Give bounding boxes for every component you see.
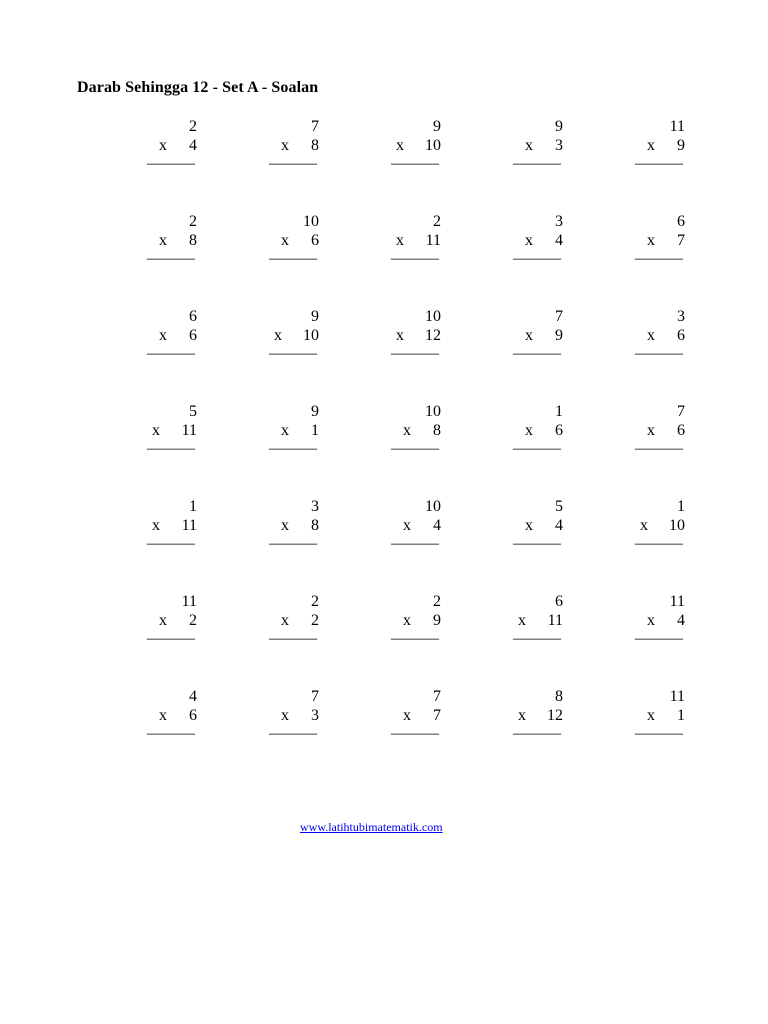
multiplication-problem [509, 593, 565, 649]
times-sign: x [647, 232, 655, 249]
multiplier: 1 [311, 422, 319, 439]
times-sign: x [525, 422, 533, 439]
answer-line: ——— [635, 535, 683, 552]
multiplication-problem [143, 213, 199, 269]
multiplier: 2 [189, 612, 197, 629]
multiplication-problem [387, 308, 443, 364]
times-sign: x [525, 327, 533, 344]
multiplicand: 1 [677, 498, 685, 515]
multiplicand: 10 [425, 308, 441, 325]
multiplicand: 3 [311, 498, 319, 515]
multiplier: 6 [189, 707, 197, 724]
answer-line: ——— [147, 345, 195, 362]
multiplication-problem [143, 688, 199, 744]
multiplier: 3 [311, 707, 319, 724]
answer-line: ——— [147, 535, 195, 552]
multiplication-problem [265, 213, 321, 269]
multiplier: 4 [555, 232, 563, 249]
answer-line: ——— [391, 345, 439, 362]
multiplication-problem [509, 213, 565, 269]
multiplication-problem [387, 688, 443, 744]
multiplication-problem [387, 498, 443, 554]
answer-line: ——— [147, 630, 195, 647]
multiplication-problem [143, 593, 199, 649]
times-sign: x [525, 232, 533, 249]
multiplier: 10 [303, 327, 319, 344]
answer-line: ——— [269, 250, 317, 267]
multiplication-problem [631, 403, 687, 459]
multiplier: 12 [547, 707, 563, 724]
multiplication-problem [631, 213, 687, 269]
multiplication-problem [631, 498, 687, 554]
multiplier: 7 [433, 707, 441, 724]
multiplier: 11 [181, 517, 197, 534]
multiplier: 4 [555, 517, 563, 534]
times-sign: x [274, 327, 282, 344]
multiplication-problem [631, 688, 687, 744]
multiplicand: 10 [303, 213, 319, 230]
multiplicand: 7 [311, 688, 319, 705]
multiplication-problem [143, 403, 199, 459]
multiplication-problem [631, 308, 687, 364]
multiplication-problem [143, 498, 199, 554]
multiplier: 9 [433, 612, 441, 629]
multiplicand: 10 [425, 498, 441, 515]
multiplier: 6 [311, 232, 319, 249]
multiplicand: 11 [669, 688, 685, 705]
answer-line: ——— [391, 155, 439, 172]
multiplicand: 7 [433, 688, 441, 705]
multiplication-problem [509, 403, 565, 459]
answer-line: ——— [391, 535, 439, 552]
multiplier: 4 [189, 137, 197, 154]
multiplication-problem [509, 498, 565, 554]
multiplicand: 6 [189, 308, 197, 325]
times-sign: x [647, 137, 655, 154]
times-sign: x [159, 137, 167, 154]
multiplier: 4 [433, 517, 441, 534]
times-sign: x [281, 517, 289, 534]
multiplication-problem [387, 593, 443, 649]
multiplicand: 2 [311, 593, 319, 610]
multiplier: 8 [433, 422, 441, 439]
multiplicand: 11 [181, 593, 197, 610]
times-sign: x [159, 707, 167, 724]
multiplication-problem [265, 688, 321, 744]
multiplication-problem [387, 118, 443, 174]
multiplier: 11 [181, 422, 197, 439]
times-sign: x [396, 232, 404, 249]
times-sign: x [525, 137, 533, 154]
answer-line: ——— [513, 345, 561, 362]
multiplier: 2 [311, 612, 319, 629]
answer-line: ——— [147, 725, 195, 742]
multiplication-problem [265, 593, 321, 649]
times-sign: x [281, 422, 289, 439]
times-sign: x [281, 137, 289, 154]
multiplicand: 5 [555, 498, 563, 515]
multiplication-problem [509, 118, 565, 174]
answer-line: ——— [513, 535, 561, 552]
answer-line: ——— [513, 440, 561, 457]
multiplier: 6 [677, 327, 685, 344]
answer-line: ——— [635, 155, 683, 172]
multiplier: 6 [189, 327, 197, 344]
times-sign: x [518, 707, 526, 724]
multiplier: 9 [555, 327, 563, 344]
multiplicand: 7 [311, 118, 319, 135]
multiplicand: 3 [555, 213, 563, 230]
times-sign: x [159, 327, 167, 344]
multiplier: 3 [555, 137, 563, 154]
multiplier: 11 [547, 612, 563, 629]
answer-line: ——— [269, 535, 317, 552]
multiplicand: 9 [311, 403, 319, 420]
multiplicand: 11 [669, 593, 685, 610]
multiplication-problem [143, 308, 199, 364]
answer-line: ——— [269, 440, 317, 457]
multiplicand: 9 [311, 308, 319, 325]
multiplicand: 3 [677, 308, 685, 325]
multiplication-problem [631, 593, 687, 649]
multiplicand: 7 [555, 308, 563, 325]
times-sign: x [518, 612, 526, 629]
answer-line: ——— [391, 725, 439, 742]
multiplier: 7 [677, 232, 685, 249]
times-sign: x [396, 327, 404, 344]
multiplication-problem [387, 213, 443, 269]
website-link[interactable]: www.latihtubimatematik.com [300, 820, 443, 834]
times-sign: x [159, 232, 167, 249]
multiplier: 8 [311, 137, 319, 154]
multiplicand: 8 [555, 688, 563, 705]
times-sign: x [281, 612, 289, 629]
multiplicand: 9 [555, 118, 563, 135]
multiplicand: 1 [189, 498, 197, 515]
multiplicand: 6 [555, 593, 563, 610]
times-sign: x [647, 612, 655, 629]
answer-line: ——— [513, 155, 561, 172]
multiplicand: 10 [425, 403, 441, 420]
times-sign: x [647, 327, 655, 344]
multiplier: 4 [677, 612, 685, 629]
answer-line: ——— [635, 630, 683, 647]
answer-line: ——— [391, 250, 439, 267]
multiplication-problem [265, 498, 321, 554]
multiplier: 10 [669, 517, 685, 534]
answer-line: ——— [391, 630, 439, 647]
multiplier: 1 [677, 707, 685, 724]
multiplier: 9 [677, 137, 685, 154]
multiplicand: 2 [189, 213, 197, 230]
answer-line: ——— [513, 630, 561, 647]
answer-line: ——— [513, 725, 561, 742]
answer-line: ——— [269, 725, 317, 742]
multiplier: 11 [425, 232, 441, 249]
times-sign: x [281, 707, 289, 724]
answer-line: ——— [635, 440, 683, 457]
times-sign: x [647, 707, 655, 724]
answer-line: ——— [391, 440, 439, 457]
multiplication-problem [509, 688, 565, 744]
multiplicand: 2 [433, 593, 441, 610]
answer-line: ——— [269, 155, 317, 172]
times-sign: x [403, 612, 411, 629]
multiplication-problem [265, 118, 321, 174]
multiplication-problem [631, 118, 687, 174]
times-sign: x [640, 517, 648, 534]
multiplicand: 2 [189, 118, 197, 135]
times-sign: x [525, 517, 533, 534]
answer-line: ——— [269, 345, 317, 362]
multiplication-problem [265, 308, 321, 364]
times-sign: x [152, 422, 160, 439]
answer-line: ——— [147, 155, 195, 172]
answer-line: ——— [513, 250, 561, 267]
multiplication-problem [387, 403, 443, 459]
answer-line: ——— [147, 440, 195, 457]
multiplier: 8 [311, 517, 319, 534]
multiplicand: 6 [677, 213, 685, 230]
times-sign: x [396, 137, 404, 154]
multiplicand: 11 [669, 118, 685, 135]
multiplier: 6 [555, 422, 563, 439]
multiplicand: 2 [433, 213, 441, 230]
times-sign: x [647, 422, 655, 439]
multiplicand: 4 [189, 688, 197, 705]
answer-line: ——— [635, 725, 683, 742]
multiplicand: 1 [555, 403, 563, 420]
multiplier: 10 [425, 137, 441, 154]
multiplicand: 5 [189, 403, 197, 420]
times-sign: x [159, 612, 167, 629]
times-sign: x [403, 422, 411, 439]
answer-line: ——— [635, 345, 683, 362]
multiplicand: 7 [677, 403, 685, 420]
multiplication-problem [509, 308, 565, 364]
worksheet-title: Darab Sehingga 12 - Set A - Soalan [77, 79, 319, 96]
times-sign: x [281, 232, 289, 249]
times-sign: x [403, 707, 411, 724]
answer-line: ——— [147, 250, 195, 267]
times-sign: x [403, 517, 411, 534]
answer-line: ——— [635, 250, 683, 267]
multiplier: 12 [425, 327, 441, 344]
multiplicand: 9 [433, 118, 441, 135]
multiplier: 8 [189, 232, 197, 249]
multiplication-problem [143, 118, 199, 174]
times-sign: x [152, 517, 160, 534]
answer-line: ——— [269, 630, 317, 647]
multiplier: 6 [677, 422, 685, 439]
multiplication-problem [265, 403, 321, 459]
